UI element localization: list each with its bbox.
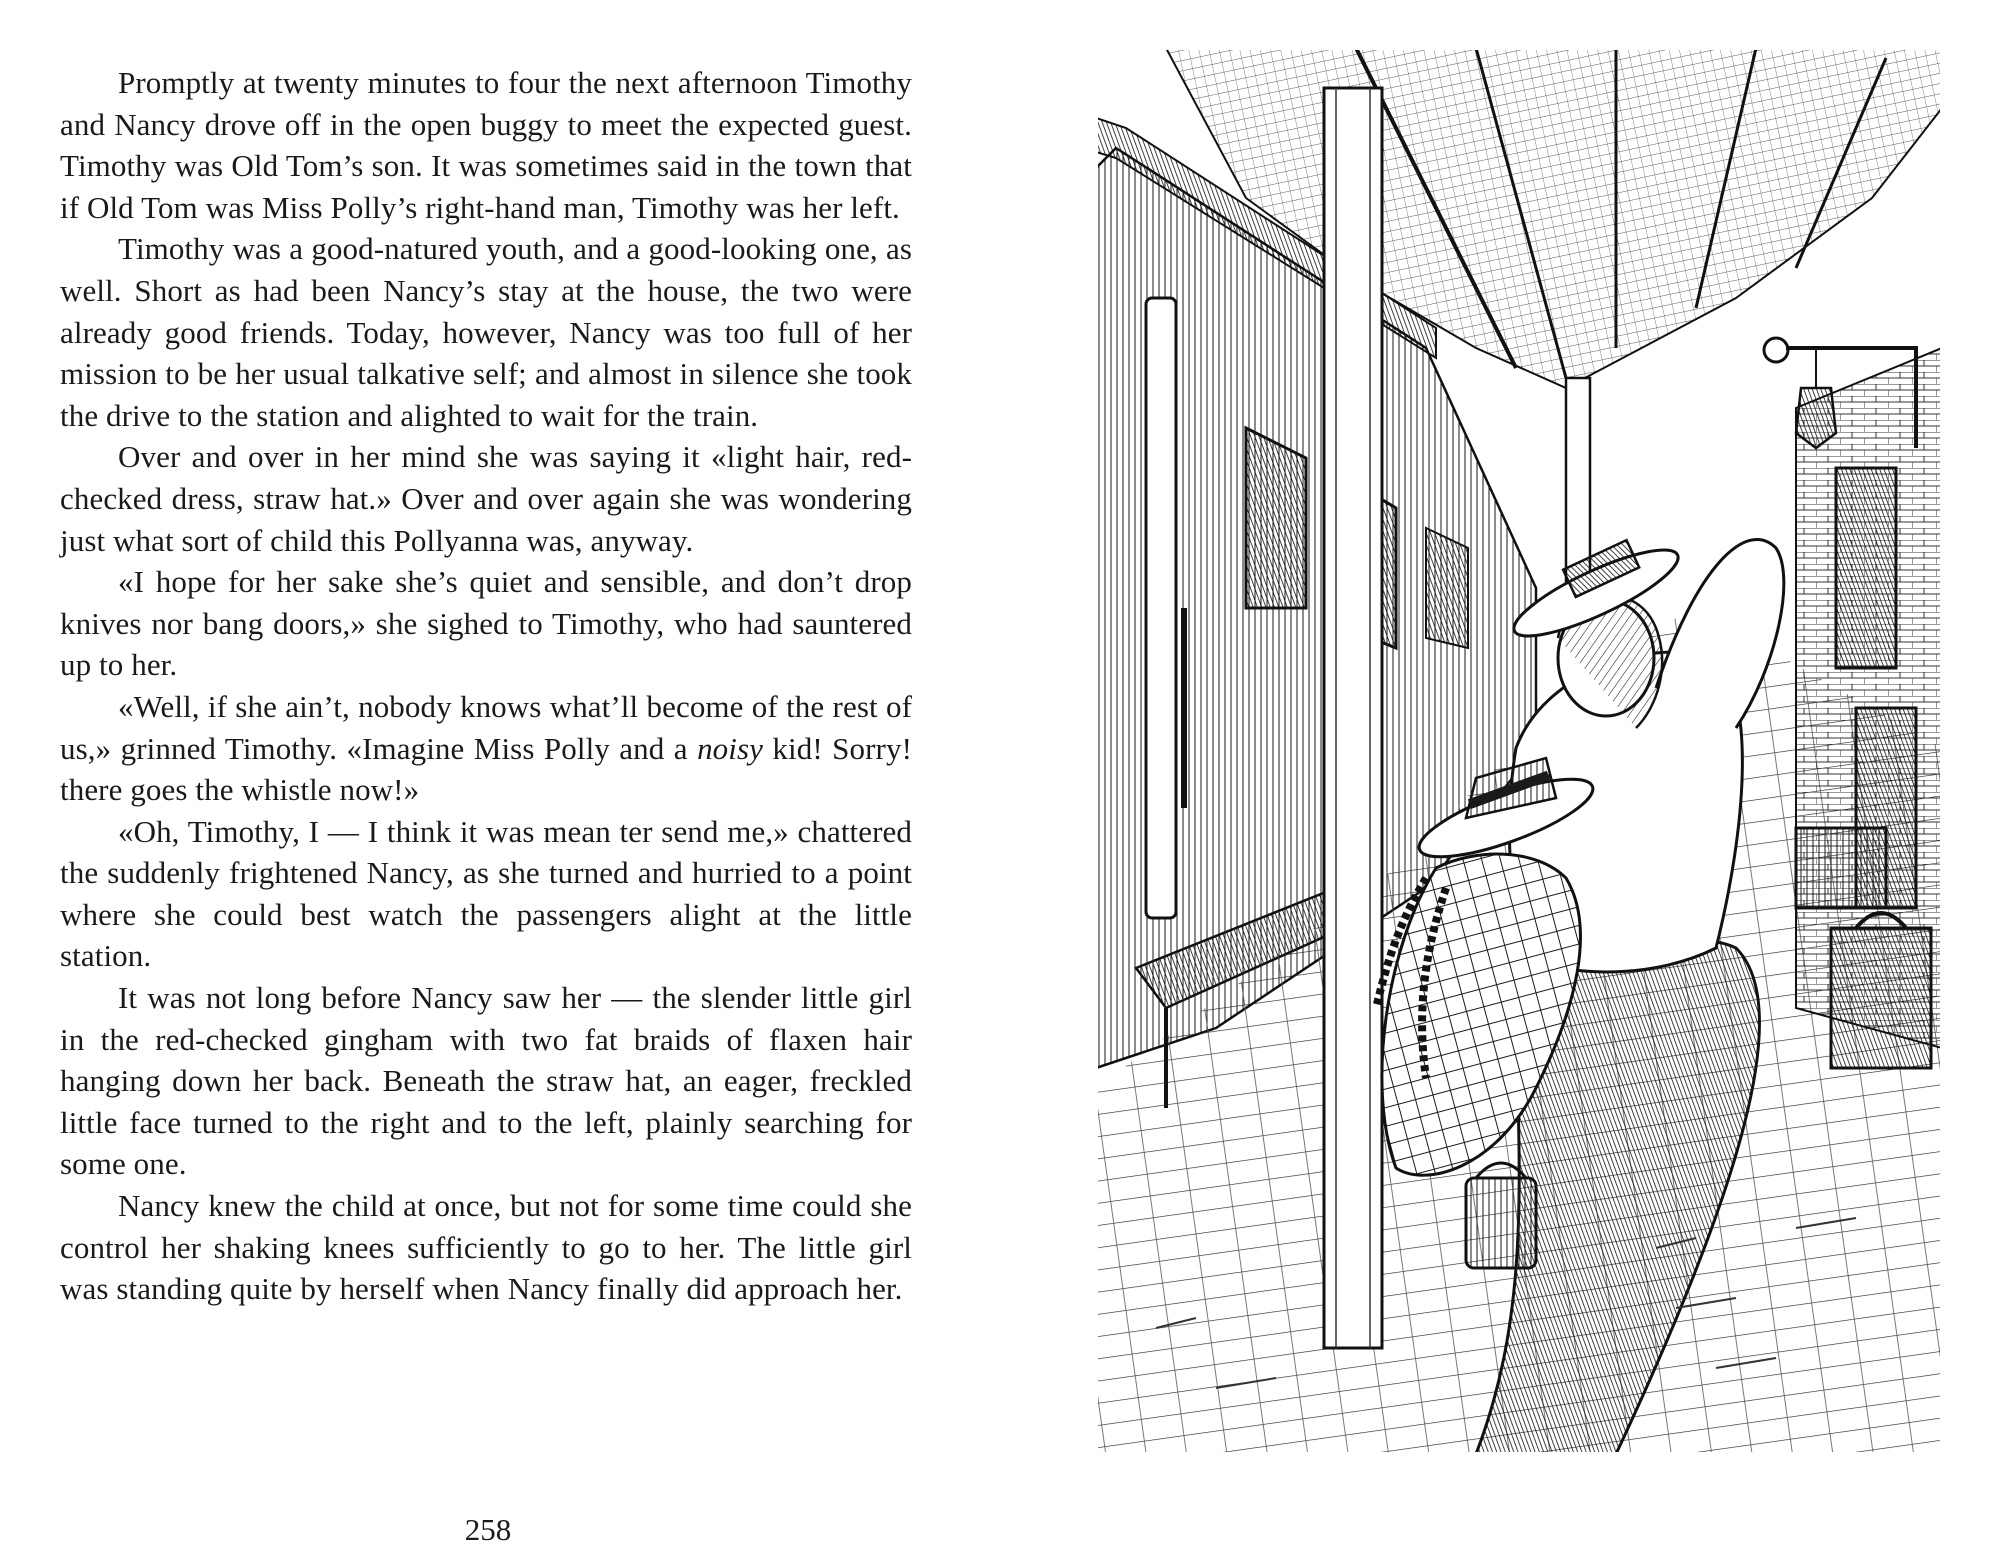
paragraph-3: Over and over in her mind she was saying it «light hair, red-checked dress, straw hat.» Over and over again she was wondering just what sort of child this Pollyanna was, anyway. <box>60 439 912 558</box>
station-illustration <box>1096 48 1942 1454</box>
paragraph-5-text-before: «Well, if she ain’t, nobody knows what’ll become of the rest of us,» grinned Timothy. «Imagine Miss Polly and a <box>60 688 912 766</box>
paragraph-5 <box>60 686 912 811</box>
paragraph-5-text-after: kid! Sorry! there goes the whistle now!» <box>60 730 912 808</box>
paragraph-8: Nancy knew the child at once, but not for some time could she control her shaking knees sufficiently to go to her. The little girl was standing quite by herself when Nancy finally did approach her. <box>60 1188 912 1307</box>
paragraph-2: Timothy was a good-natured youth, and a good-looking one, as well. Short as had been Nancy’s stay at the house, the two were already good friends. Today, however, Nancy was too full of her mission to be her usual talkative self; and almost in silence she took the drive to the station and alighted to wait for the train. <box>60 231 912 433</box>
station-illustration-drawing <box>1096 48 1942 1454</box>
text-page <box>60 62 912 1310</box>
page-number: 258 <box>464 1512 512 1547</box>
paragraph-5-italic-word: noisy <box>697 730 764 766</box>
paragraph-7: It was not long before Nancy saw her — the slender little girl in the red-checked gingham with two fat braids of flaxen hair hanging down her back. Beneath the straw hat, an eager, freckled little face turned to the right and to the left, plainly searching for some one. <box>60 980 912 1182</box>
paragraph-4: «I hope for her sake she’s quiet and sensible, and don’t drop knives nor bang doors,» she sighed to Timothy, who had sauntered up to her. <box>60 564 912 683</box>
paragraph-6: «Oh, Timothy, I — I think it was mean ter send me,» chattered the suddenly frightened Nancy, as she turned and hurried to a point where she could best watch the passengers alight at the little station. <box>60 813 912 974</box>
paragraph-1: Promptly at twenty minutes to four the next afternoon Timothy and Nancy drove off in the open buggy to meet the expected guest. Timothy was Old Tom’s son. It was sometimes said in the town that if Old Tom was Miss Polly’s right-hand man, Timothy was her left. <box>60 65 912 225</box>
